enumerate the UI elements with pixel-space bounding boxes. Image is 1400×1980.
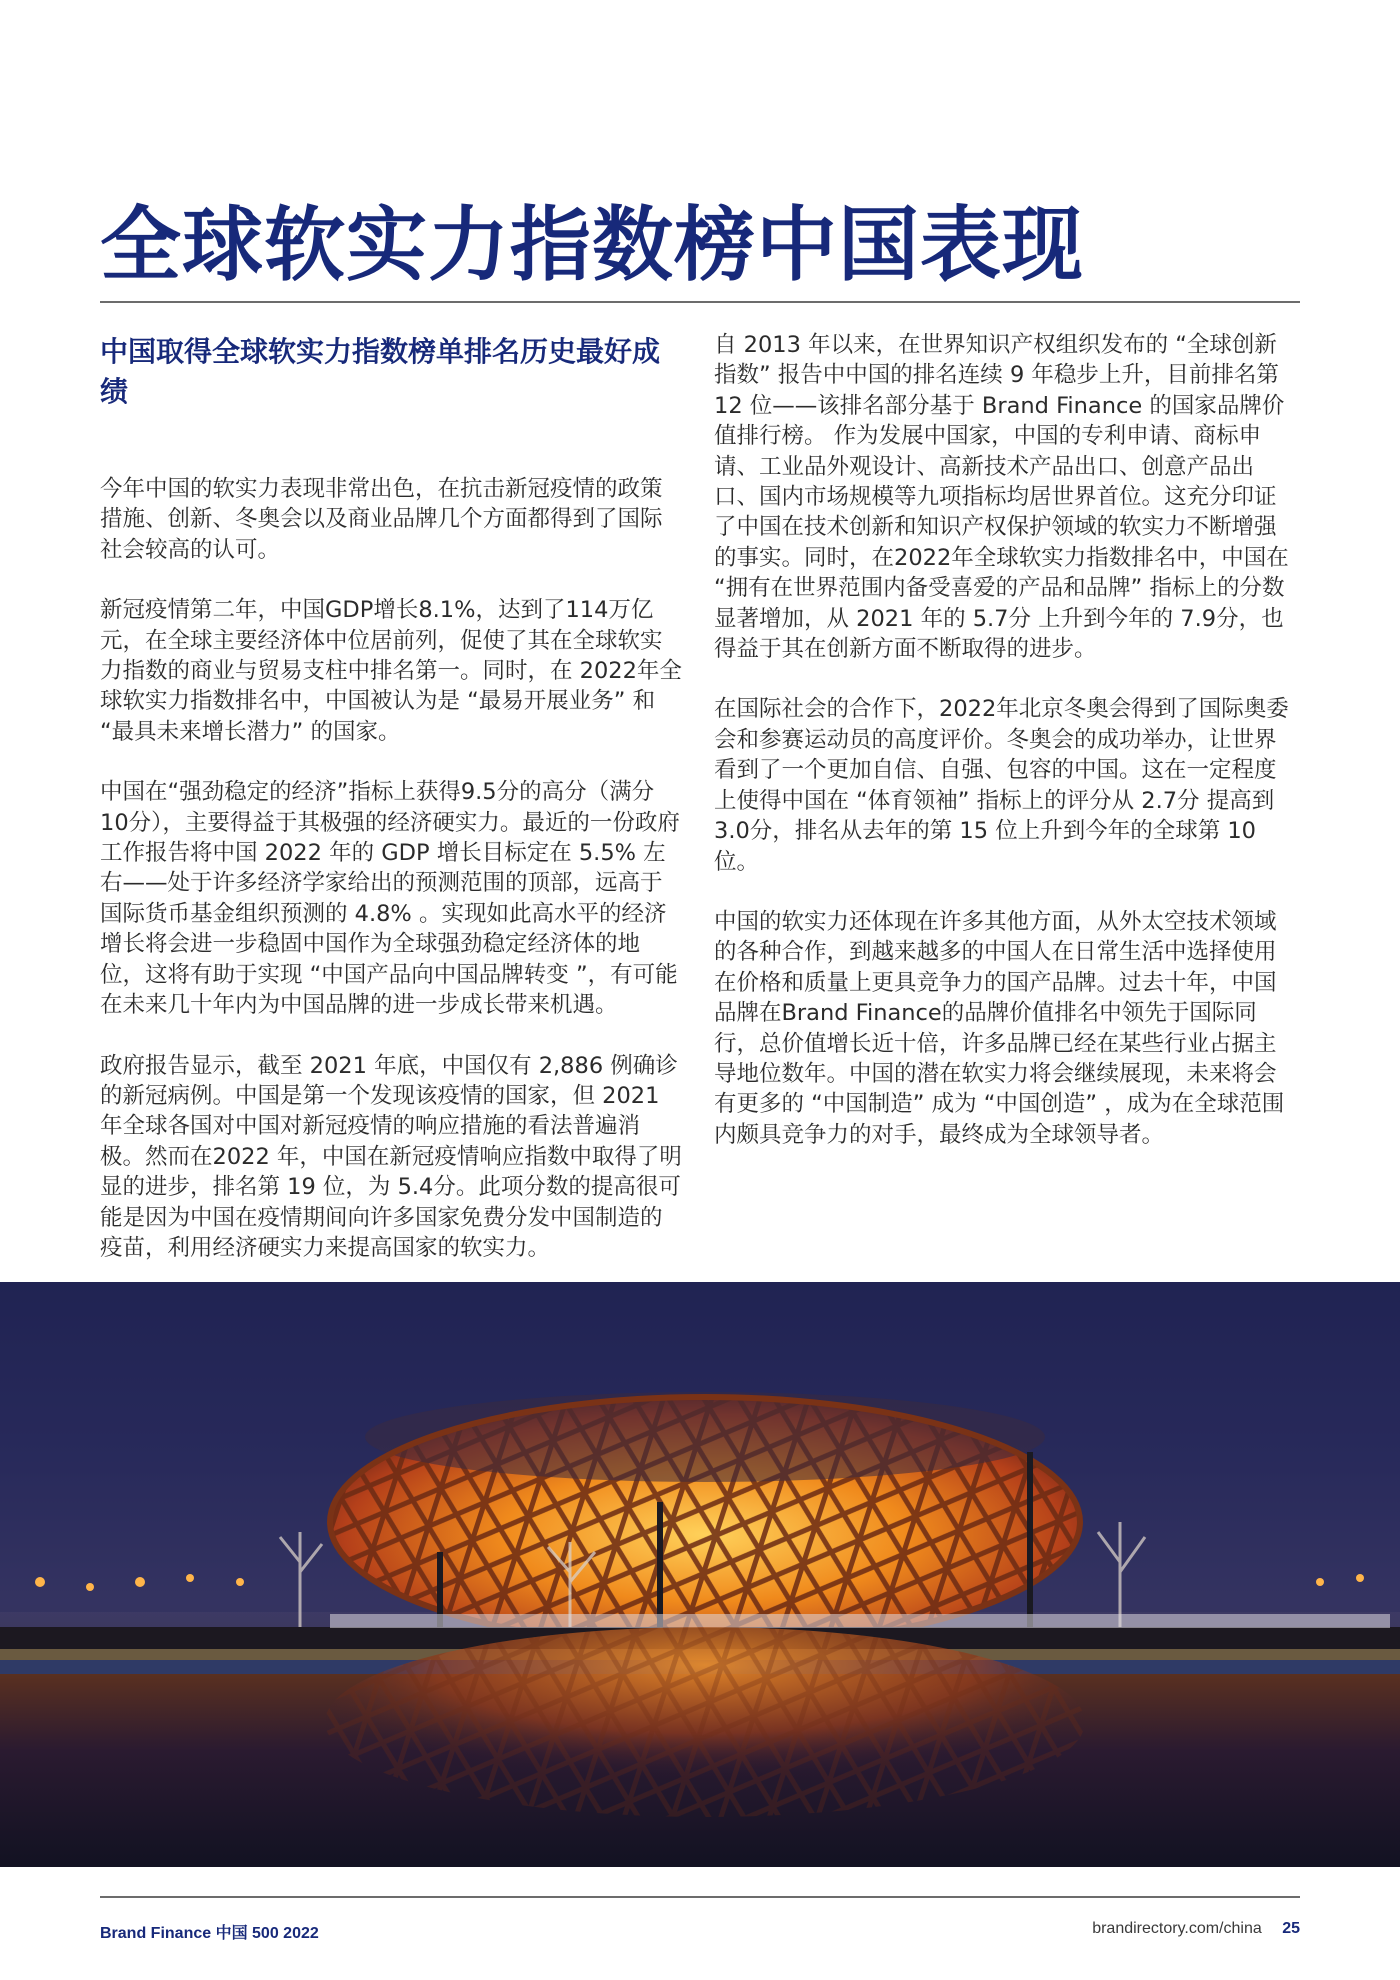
footer-website[interactable]: brandirectory.com/china	[1092, 1920, 1262, 1937]
page-title: 全球软实力指数榜中国表现	[100, 199, 1085, 293]
section-subheading: 中国取得全球软实力指数榜单排名历史最好成绩	[100, 335, 661, 408]
footer-right	[1092, 1920, 1300, 1938]
left-column	[100, 330, 682, 1293]
body-paragraph: 在国际社会的合作下，2022年北京冬奥会得到了国际奥委会和参赛运动员的高度评价。冬奥会的成功举办，让世界看到了一个更加自信、自强、包容的中国。这在一定程度上使得中国在 “体育领袖” 指标上的评分从 2.7分 提高到 3.0分，排名从去年的第 15 位上升到今年的全球第 10 位。	[714, 696, 1289, 875]
body-paragraph: 中国在“强劲稳定的经济”指标上获得9.5分的高分（满分10分），主要得益于其极强的经济硬实力。最近的一份政府工作报告将中国 2022 年的 GDP 增长目标定在 5.5% 左右——处于许多经济学家给出的预测范围的顶部，远高于国际货币基金组织预测的 4.8% 。实现如此高水平的经济增长将会进一步稳固中国作为全球强劲稳定经济体的地位，这将有助于实现 “中国产品向中国品牌转变 ”，有可能在未来几十年内为中国品牌的进一步成长带来机遇。	[100, 779, 680, 1019]
body-paragraph: 自 2013 年以来，在世界知识产权组织发布的 “全球创新指数” 报告中中国的排名连续 9 年稳步上升，目前排名第 12 位——该排名部分基于 Brand Finance 的国家品牌价值排行榜。 作为发展中国家，中国的专利申请、商标申请、工业品外观设计、高新技术产品出口、创意产品出口、国内市场规模等九项指标均居世界首位。这充分印证了中国在技术创新和知识产权保护领域的软实力不断增强的事实。同时，在2022年全球软实力指数排名中，中国在 “拥有在世界范围内备受喜爱的产品和品牌” 指标上的分数显著增加，从 2021 年的 5.7分 上升到今年的 7.9分，也得益于其在创新方面不断取得的进步。	[714, 332, 1289, 663]
page-number: 25	[1282, 1920, 1300, 1937]
right-column	[714, 330, 1296, 1180]
birds-nest-stadium-photo	[0, 1282, 1400, 1867]
body-paragraph: 中国的软实力还体现在许多其他方面，从外太空技术领域的各种合作，到越来越多的中国人在日常生活中选择使用在价格和质量上更具竞争力的国产品牌。过去十年，中国品牌在Brand Finance的品牌价值排名中领先于国际同行，总价值增长近十倍，许多品牌已经在某些行业占据主导地位数年。中国的潜在软实力将会继续展现，未来将会有更多的 “中国制造” 成为 “中国创造” ，成为在全球范围内颇具竞争力的对手，最终成为全球领导者。	[714, 908, 1285, 1148]
body-paragraph: 今年中国的软实力表现非常出色，在抗击新冠疫情的政策措施、创新、冬奥会以及商业品牌几个方面都得到了国际社会较高的认可。	[100, 476, 663, 563]
title-divider	[100, 301, 1300, 303]
body-paragraph: 新冠疫情第二年，中国GDP增长8.1%，达到了114万亿元，在全球主要经济体中位居前列，促使了其在全球软实力指数的商业与贸易支柱中排名第一。同时，在 2022年全球软实力指数排名中，中国被认为是 “最易开展业务” 和 “最具未来增长潜力” 的国家。	[100, 597, 682, 745]
footer-divider	[100, 1896, 1300, 1898]
footer-publication: Brand Finance 中国 500 2022	[100, 1925, 319, 1942]
body-paragraph: 政府报告显示，截至 2021 年底，中国仅有 2,886 例确诊的新冠病例。中国是第一个发现该疫情的国家，但 2021 年全球各国对中国对新冠疫情的响应措施的看法普遍消极。然而在2022 年，中国在新冠疫情响应指数中取得了明显的进步，排名第 19 位，为 5.4分。此项分数的提高很可能是因为中国在疫情期间向许多国家免费分发中国制造的疫苗，利用经济硬实力来提高国家的软实力。	[100, 1052, 682, 1261]
